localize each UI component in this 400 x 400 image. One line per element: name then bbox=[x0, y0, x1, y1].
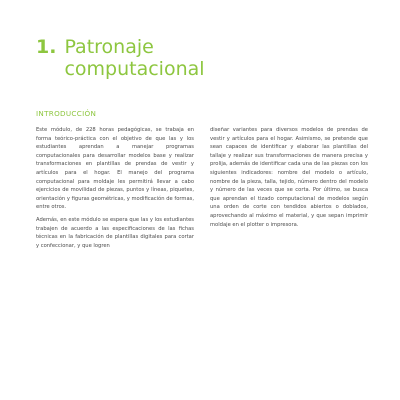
chapter-number: 1. bbox=[36, 36, 57, 58]
paragraph: Este módulo, de 228 horas pedagógicas, se trabaja en forma teórico-práctica con el objetivo de que las y los estudiantes aprendan a manejar programas computacionales para desarrollar modelos base y realizar transformaciones en plantillas de prendas de vestir y artículos para el hogar. El manejo del programa computacional para moldaje les permitirá llevar a cabo ejercicios de movilidad de piezas, puntos y líneas, piquetes, orientación y figuras geométricas, y modificación de formas, entre otros. bbox=[36, 127, 194, 211]
paragraph: diseñar variantes para diversos modelos de prendas de vestir y artículos para el hogar. Asimismo, se pretende que sean capaces de identificar y elaborar las plantillas del tallaje y realizar sus transformaciones de manera precisa y prolija, además de identificar cada una de las piezas con los siguientes indicadores: nombre del modelo o artículo, nombre de la pieza, talla, tejido, número dentro del modelo y número de las veces que se corta. Por último, se busca que aprendan el tizado computacional de modelos según una orden de corte con tendidos abiertos o doblados, aprovechando al máximo el material, y que sepan imprimir moldaje en el plotter o impresora. bbox=[210, 127, 368, 228]
section-heading: INTRODUCCIÓN bbox=[36, 109, 97, 118]
chapter-title-text: Patronaje computacional bbox=[64, 36, 205, 80]
body-column-right bbox=[210, 126, 368, 233]
body-column-left bbox=[36, 126, 194, 254]
chapter-title bbox=[36, 36, 264, 80]
paragraph: Además, en este módulo se espera que las y los estudiantes trabajen de acuerdo a las especificaciones de las fichas técnicas en la fabricación de plantillas digitales para cortar y confeccionar, y que logren bbox=[36, 216, 194, 249]
